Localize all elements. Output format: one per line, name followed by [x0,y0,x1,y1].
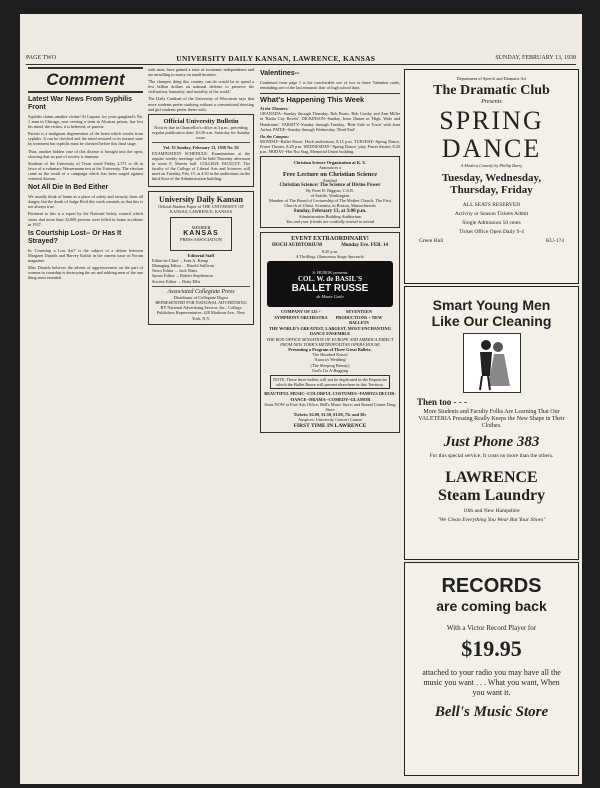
ticket-prices: Tickets: $2.00, $1.50, $1.00, 75c and 50c [293,412,367,418]
paragraph: Miss Daniels believes the advent of aggressiveness on the part of women in courtship is destroying the art and robbing men of the one thing most essential. [28,264,143,281]
spring-title: SPRING [439,106,544,136]
headline-valentines: Valentines-- [260,70,300,77]
newspaper-page [20,14,582,784]
bulletin-note: Notices due in Chancellor's office at 4 p.m., preceding regular publication date; 10:30 a.m. Saturday for Sunday issue. [152,124,250,141]
headline-courtship: Is Courtship Lost-- Or Has It Strayed? [28,229,122,245]
bulletin-text: EXAMINATION SCHEDULE: Examinations at the regular weekly meetings will be held Thursday afternoon in room 9, Marvin hall. COLLEGE FACULTY: The faculty of the College of Liberal Arts and Sciences will meet on Tuesday, Feb. 15, at 4:30 in the auditorium on the third floor of the Administration building. [152,150,250,182]
collegiate-digest: Distributor of Collegiate Digest [173,294,229,300]
event-extraordinary: EVENT EXTRAORDINARY! [291,236,369,243]
cs-subject: Christian Science: The Science of Divine Power [279,182,381,188]
records-title: RECORDS [441,575,542,597]
headline-whats-happening: What's Happening This Week [260,93,400,104]
steam-laundry-ad: Smart Young Men Like Our Cleaning Then too - - - More Students and Faculty Folks Are Learning That Our VALETERIA Pressing Really Keeps the New Shape in Their Clothes. Just Phone 383 For this special service. It costs no more than the others. LAWRENCE Steam Laundry 10th and New Hampshire "We Clean Everything You Wear But Your Shoes" [404,286,579,560]
paragraph: Pertinent to this is a report by the National Safety council which states that more than 32,000 persons were killed in home accidents in 1937. [28,211,143,227]
phone-number: Just Phone 383 [443,434,540,450]
lawrence-title: LAWRENCE [445,469,538,486]
paragraph: Continued from page 1 is the comfortable use of two or three Valentine cards, reminding one of the last romantic flair of high school days. [260,80,400,91]
ballet-russe-banner: S. HUROK presents COL. W. de BASIL'S BALLET RUSSE de Monte Carlo [267,261,393,307]
official-bulletin [148,114,254,187]
paragraph: The Daily Cardinal of the University of Wisconsin says that more students prefer studying without a conventional dressing and girl students prefer theirs with. [148,96,254,112]
paragraph: Syphilis claims another victim! At Capone, for years gangland's No. 1 man in Chicago, now serving a term in Alcatraz prison, has lost his mind; the victim, it is believed, of paresis. [28,114,143,130]
subhead-theaters: At the Theaters: [260,106,289,112]
page-number: PAGE TWO [26,55,57,61]
masthead-title: University Daily Kansan [158,195,243,205]
paragraph: We usually think of home as a place of safety and security from all danger, but the death of Judge Reid this week reminds us that this is not always true. [28,194,143,210]
staff-list: Editor-in-Chief ... Ivan A. Kemp Managing Editor ... Harold Sullivan News Editor ... Jack Watts Sports Editor ... Robert Stephenson Society Editor ... Betty Ellis [152,257,214,284]
ballet-note: NOTE: These three ballets will not be duplicated in the Repertoire which the Ballet Russe will present elsewhere in this Territory. [270,375,390,389]
ballet-russe-ad: EVENT EXTRAORDINARY! HOCH AUDITORIUM Monday Eve. FEB. 14 8:20 p.m. A Thrilling, Glamorous Stage Spectacle S. HUROK presents COL. W. de BASIL'S BALLET RUSSE de Monte Carlo COMPANY OF 125 + SYMPHONY ORCHESTRA SEVENTEEN PRODUCTIONS + NEW BALLETS THE WORLD'S GREATEST, LARGEST, MOST ENCHANTING DANCE ENSEMBLE THE BOX-OFFICE SENSATION OF EUROPE AND AMERICA DIRECT FROM NEW YORK'S METROPOLITAN OPERA HOUSE Presenting a Program of Three Great Ballets: 'The Hundred Kisses' 'Aurora's Wedding' (The Sleeping Beauty) God's Go A-Begging NOTE: These three ballets will not be duplicated in the Repertoire which the Ballet Russe will present elsewhere in this Territory. BEAUTIFUL MUSIC--COLORFUL COSTUMES--FAMOUS DECOR--DANCE--DRAMA--COMEDY--GLAMOR Seats NOW at Fine Arts Office; Bell's Music Store; and Round Corner Drug Store Tickets: $2.00, $1.50, $1.00, 75c and 50c Auspices: University Concert Course FIRST TIME IN LAWRENCE [260,232,400,432]
cs-lecture: Free Lecture on Christian Science [282,170,378,178]
masthead-box [148,191,254,325]
cs-title: Christian Science Organization at K. U. [293,160,367,166]
issue-date: SUNDAY, FEBRUARY 13, 1938 [495,55,576,61]
national-advertising: REPRESENTED FOR NATIONAL ADVERTISING BY National Advertising Service, Inc., College Publishers Representative, 420 Madison Ave., New York, N.Y. [155,299,247,321]
staff-title: Editorial Staff [187,252,215,258]
paragraph: Paresis is a malignant degeneration of the brain which results from syphilis. It can be checked and the mind restored to its normal state by treatment but syphilis must be checked before this final stage. [28,131,143,147]
page-header [26,52,576,65]
paragraph: with men; have gained a taste of economic independence and are unwilling to marry on small incomes. [148,67,254,78]
bulletin-volume: Vol. 35 Sunday, February 13, 1938 No. 92 [163,145,239,151]
paragraph: In 'Courtship a Lost Art?' is the subject of a debate between Margaret Daniels and Harvey Kolish in the current issue of Forum magazine. [28,247,143,263]
comment-title: Comment [28,67,143,93]
bells-music-store-logo: Bell's Music Store [434,704,549,720]
editorial-column [148,67,254,329]
record-player-price: $19.95 [461,636,522,661]
comment-column [28,67,143,282]
cs-date: Sunday, February 13, at 3:00 p.m. [293,208,367,214]
masthead-line: UNIVERSITY DAILY KANSAN, LAWRENCE, KANSAS [176,53,376,63]
headline-not-all-die: Not All Die In Bed Either [28,184,109,192]
bells-music-store-ad: RECORDS are coming back With a Victor Record Player for $19.95 attached to your radio you may have all the music you want . . . What you want, When you want it. Bell's Music Store [404,562,579,776]
christian-science-lecture-ad: Christian Science Organization at K. U. Announces a Free Lecture on Christian Science Entitled Christian Science: The Science of Divine Power By Peter B. Biggins, C.S.B. of Seattle, Washington Member of The Board of Lectureship of The Mother Church, The First Church of Christ, Scientist, in Boston, Massachusetts Sunday, February 13, at 3:00 p.m. Administration Building Auditorium You and your friends are cordially invited to attend [260,156,400,228]
theater-listings: GRANADA--Sunday through Thursday, Bob Burns, Bob Crosby and Ann Miller in 'Radio City Revels'. DICKINSON--Sunday, Irene Dunne in 'High, Wide and Handsome'. VARSITY--Sunday through Tuesday, 'Ride Side to Town' with Jean Arthur. PATEE--Sunday through Wednesday, 'Dead End'. [260,111,400,132]
headline-war-news: Latest War News From Syphilis Front [28,96,132,111]
dancing-couple-illustration [463,333,521,393]
campus-listings: MONDAY--Ballet Russe, Hoch auditorium, 8:15 p.m. TUESDAY--Spring Dance, Fraser Theater, 8:20 p.m. WEDNESDAY--'Spring Dance,' play. Fraser theater, 8:20 p.m. FRIDAY--Hot Nut Stag, Memorial Union building. [260,138,400,155]
paragraph: Students of the University of Texas voted Friday 2,371 to 46 in favor of a voluntary Wassermann test at the University. The election came as the result of a campaign which has been waged against venereal disease. [28,160,143,182]
kansas-press-association-logo: MEMBER KANSAS PRESS ASSOCIATION [170,217,232,251]
subhead-campus: On the Campus: [260,133,290,139]
associated-collegiate-press: Associated Collegiate Press [167,288,235,295]
masthead-subtitle: Official Student Paper of THE UNIVERSITY OF KANSAS, LAWRENCE, KANSAS [158,204,244,215]
events-column [260,67,400,433]
bulletin-title: Official University Bulletin [163,117,239,125]
paragraph: Thus, another hidden case of this disease is brought into the open, showing that no part of society is immune. [28,148,143,159]
dance-title: DANCE [441,134,542,164]
steam-laundry-title: Steam Laundry [437,487,546,504]
dramatic-club-title: The Dramatic Club [433,83,550,99]
dramatic-club-ad: Department of Speech and Dramatic Art The Dramatic Club Presents SPRING DANCE A Modern Comedy by Phillip Barry Tuesday, Wednesday, Thursday, Friday ALL SEATS RESERVED Activity or Season Tickets Admit Single Admission 50 cents Ticket Office Open Daily 9-4 Green Hall KU-174 [404,69,579,284]
paragraph: 'The cheapest thing this country can do would be to spend a few billion dollars on national defense to preserve the civilization, humanity, and morality of the world.' [148,79,254,95]
